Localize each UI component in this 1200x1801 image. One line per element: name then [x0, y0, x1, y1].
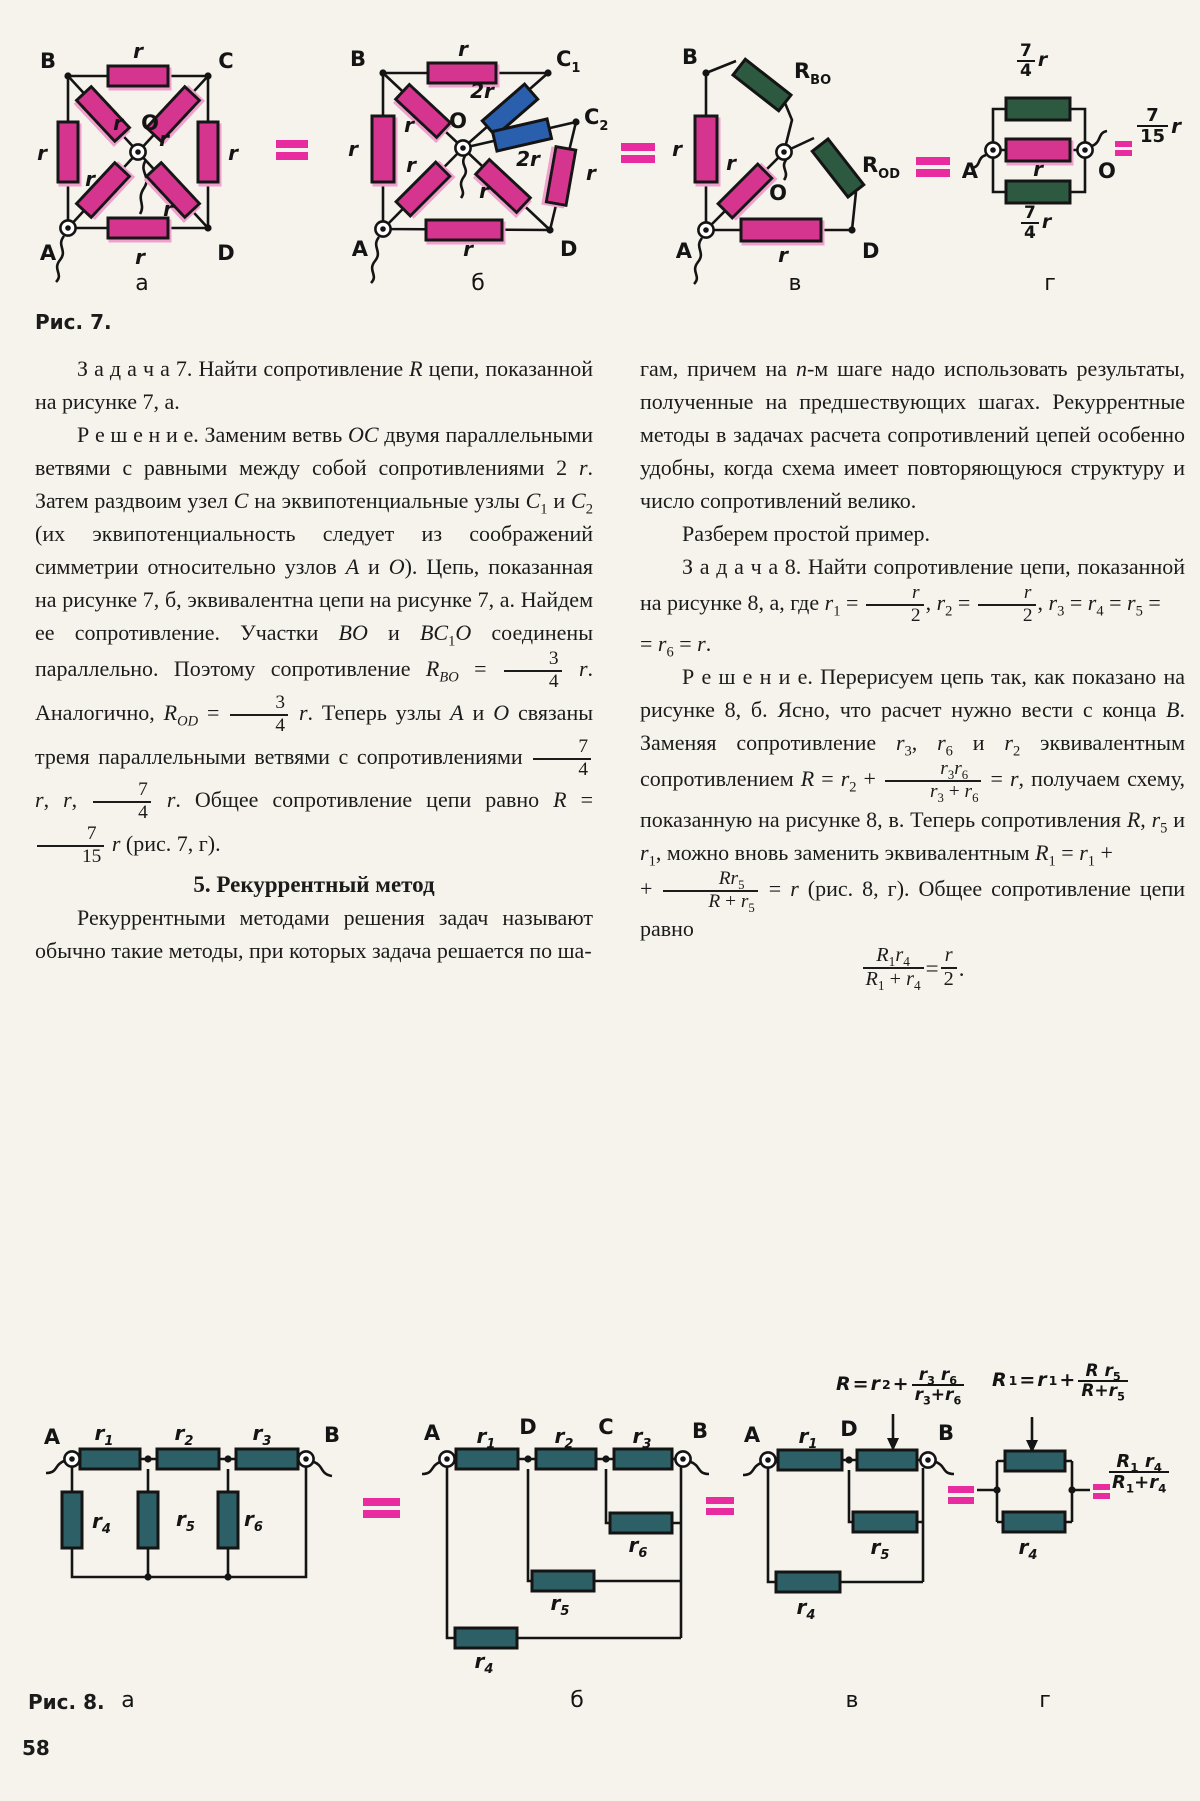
resistor-r3: [614, 1449, 672, 1469]
node-label-B: B: [681, 45, 698, 69]
terminal-O-dot: [1082, 147, 1088, 153]
fig8-panel-v: [743, 1414, 954, 1623]
terminal-A-dot: [444, 1456, 450, 1462]
resistor-74r: [1006, 181, 1070, 203]
label-r: r: [159, 127, 169, 151]
panel-label-v: в: [845, 1688, 859, 1713]
resistor-r: [741, 219, 821, 241]
fig7g-result-value: $\frac{7}{15}$ r: [1136, 106, 1181, 147]
resistor-RBO: [733, 59, 791, 110]
node-C1: [544, 69, 551, 76]
resistor-r: [58, 122, 78, 182]
wire-tail: [56, 236, 64, 282]
equals-sign: [1093, 1493, 1110, 1499]
label-r1: $r_1$: [798, 1424, 818, 1452]
resistor-r2: [157, 1449, 219, 1469]
terminal-A-dot: [990, 147, 996, 153]
display-equation: $\frac{R_1r_4}{R_1 + r_4}$ = $\frac{r}{2}$ .: [640, 945, 1185, 991]
junction: [144, 1573, 151, 1580]
wire-tail: [691, 1462, 709, 1474]
node-C: [602, 1455, 609, 1462]
node-B: [379, 69, 386, 76]
terminal-A-dot: [703, 227, 709, 233]
node-label-B: B: [349, 47, 366, 71]
wire: [72, 1459, 306, 1577]
paragraph-solution8: Р е ш е н и е. Перерисуем цепь так, как показано на рисунке 8, б. Ясно, что расчет нужно вести с конца B. Заменяя сопротивление $r_3$, $r_6$ и $r_2$ эквивалентным сопротивлением $R = r_2$ + $\frac{r_3r_6}{r_3 + r_6}$ = r, получаем схему, показанную на рисунке 8, в. Теперь сопротивления R, $r_5$ и $r_1$, можно вновь заменить эквивалентным $R_1 = r_1$ + + $\frac{Rr_5}{R + r_5}$ = r (рис. 8, г). Общее сопротивление цепи равно: [640, 663, 1185, 942]
resistor-r5: [532, 1571, 594, 1591]
label-r3: $r_3$: [252, 1421, 272, 1449]
node-C: [204, 72, 211, 79]
label-r: r: [113, 111, 123, 135]
terminal-A-dot: [69, 1456, 75, 1462]
node-label-A: A: [675, 239, 692, 263]
wire-tail: [461, 156, 466, 198]
node-label-B: B: [938, 1421, 955, 1445]
node-label-O: O: [769, 181, 787, 205]
resistor-r6: [218, 1492, 238, 1548]
node-label-A: A: [39, 241, 57, 265]
fig7-panel-a: [37, 39, 239, 282]
label-r5: $r_5$: [870, 1535, 890, 1563]
resistor-r1: [80, 1449, 140, 1469]
label-2r: 2r: [470, 79, 494, 103]
label-2r: 2r: [516, 147, 540, 171]
fig8g-result: $\frac{R_1 r_4}{R_1+r_4}$: [1108, 1452, 1170, 1493]
panel-label-b: б: [570, 1688, 584, 1713]
paragraph-recurrent-intro: Рекуррентными методами решения задач называют обычно такие методы, при которых задача решается по ша-: [35, 905, 593, 964]
node-label-B: B: [324, 1423, 341, 1447]
node-D: [546, 226, 553, 233]
resistor-r: [372, 116, 394, 182]
terminal-A-dot: [765, 1457, 771, 1463]
resistor-r: [695, 116, 717, 182]
label-r: r: [135, 245, 145, 269]
right-column: [640, 352, 1185, 994]
label-r2: $r_2$: [174, 1421, 194, 1449]
wire-tail: [422, 1462, 440, 1474]
node-label-C: C: [598, 1415, 614, 1439]
junction: [224, 1573, 231, 1580]
paragraph-recurrent-cont: гам, причем на n-м шаге надо использовать результаты, полученные на предшествующих шагах. Рекуррентные методы в задачах расчета сопротивлений цепей особенно удобны, когда схема имеет повторяющуюся структуру и число сопротивлений велико.: [640, 356, 1185, 513]
fig8g-annotation: R 1 = r 1 + $\frac{R r_5}{R+r_5}$: [992, 1362, 1129, 1401]
node-D: [524, 1455, 531, 1462]
label-r: r: [586, 161, 596, 185]
wire-tail: [743, 1463, 761, 1475]
paragraph-task7: З а д а ч а 7. Найти сопротивление R цепи, показанной на рисунке 7, а.: [35, 356, 593, 414]
resistor-r: [396, 162, 450, 216]
resistor-r3: [236, 1449, 298, 1469]
label-r: r: [778, 243, 788, 267]
resistor-R: [857, 1450, 917, 1470]
terminal-B-dot: [925, 1457, 931, 1463]
resistor-r: [108, 66, 168, 86]
label-r4: $r_4$: [1018, 1535, 1038, 1563]
node-label-A: A: [423, 1421, 441, 1445]
equals-sign: [621, 143, 655, 163]
label-r: r: [228, 141, 238, 165]
label-r: r: [37, 141, 47, 165]
wire-tail: [1092, 131, 1107, 146]
label-r: r: [404, 113, 414, 137]
resistor-74r: [1006, 98, 1070, 120]
node-B: [64, 72, 71, 79]
figure-8: [0, 1360, 1200, 1730]
panel-label-b: б: [471, 271, 485, 296]
fig7g-bottom-value: $\frac{7}{4}$ r: [1020, 204, 1051, 243]
junction: [1068, 1486, 1075, 1493]
page-number: 58: [22, 1736, 50, 1760]
junction: [993, 1486, 1000, 1493]
equals-sign: [916, 157, 950, 177]
label-r4: $r_4$: [92, 1509, 111, 1537]
label-r: r: [348, 137, 358, 161]
terminal-A-dot: [380, 226, 386, 232]
fig7-panel-g: [962, 98, 1132, 203]
paragraph-example: Разберем простой пример.: [682, 521, 930, 546]
node-label-A: A: [961, 159, 978, 183]
node-label-D: D: [862, 239, 880, 263]
fig7-panel-v: [672, 45, 900, 284]
resistor-r6: [610, 1513, 672, 1533]
node-D: [204, 224, 211, 231]
equals-sign: [1115, 150, 1132, 156]
equals-sign: [706, 1497, 734, 1515]
label-r: r: [1033, 157, 1043, 181]
node-label-A: A: [743, 1423, 761, 1447]
panel-label-a: а: [121, 1688, 135, 1713]
label-r: r: [463, 237, 473, 261]
node-label-A: A: [351, 237, 368, 261]
wire-tail: [314, 1462, 332, 1476]
resistor-r1: [778, 1450, 842, 1470]
node-label-C: C: [218, 49, 234, 73]
terminal-B-dot: [680, 1456, 686, 1462]
node-label-D: D: [840, 1417, 858, 1441]
label-r: r: [133, 39, 143, 63]
node-label-B: B: [39, 49, 57, 73]
wire-tail: [784, 160, 786, 180]
label-r: r: [85, 167, 95, 191]
resistor-r: [546, 147, 575, 206]
wire-tail: [694, 238, 702, 284]
figure-8-caption: Рис. 8.: [28, 1690, 105, 1714]
label-r4: $r_4$: [796, 1595, 816, 1623]
node-D: [845, 1456, 852, 1463]
resistor-r4: [776, 1572, 840, 1592]
node-label-C2: $C_2$: [584, 105, 609, 134]
resistor-r: [147, 163, 200, 218]
label-r5: $r_5$: [550, 1591, 570, 1619]
junction: [224, 1455, 231, 1462]
label-r: r: [726, 151, 736, 175]
node-label-O: O: [1098, 159, 1116, 183]
panel-label-a: а: [135, 271, 149, 296]
junction: [144, 1455, 151, 1462]
terminal-O-dot: [781, 149, 787, 155]
fig8-panel-b: [422, 1415, 709, 1677]
label-r: r: [406, 153, 416, 177]
label-r: r: [163, 197, 173, 221]
node-label-D: D: [560, 237, 578, 261]
wire-tail: [936, 1462, 954, 1474]
label-r: r: [479, 179, 489, 203]
label-r2: $r_2$: [554, 1424, 574, 1452]
label-r6: $r_6$: [244, 1507, 263, 1535]
node-label-O: O: [449, 109, 467, 133]
fig7-panel-b: [348, 37, 608, 283]
node-label-A: A: [43, 1425, 61, 1449]
panel-label-g: г: [1039, 1688, 1051, 1713]
left-column: [35, 352, 593, 967]
wire-tail: [140, 160, 147, 214]
resistor-r4: [1003, 1512, 1065, 1532]
figure-7-caption: Рис. 7.: [35, 310, 112, 334]
resistor-r4: [62, 1492, 82, 1548]
label-r6: $r_6$: [628, 1533, 648, 1561]
terminal-O-dot: [460, 145, 466, 151]
wire-tail: [371, 237, 379, 283]
resistor-ROD: [812, 139, 863, 197]
node-label-D: D: [217, 241, 235, 265]
label-r1: $r_1$: [476, 1424, 496, 1452]
node-label-B: B: [692, 1419, 709, 1443]
label-r3: $r_3$: [632, 1424, 652, 1452]
resistor-r4: [455, 1628, 517, 1648]
label-r1: $r_1$: [94, 1421, 114, 1449]
label-r5: $r_5$: [176, 1507, 195, 1535]
fig7g-top-value: $\frac{7}{4}$ r: [1016, 42, 1047, 81]
node-label-O: O: [141, 111, 159, 135]
fig8-panel-a: [44, 1421, 340, 1581]
label-RBO: $R_{BO}$: [794, 59, 832, 88]
equals-sign: [948, 1486, 974, 1504]
node-C2: [572, 118, 579, 125]
section-heading: 5. Рекуррентный метод: [193, 872, 435, 898]
equals-sign: [1115, 141, 1132, 147]
fig8-panel-g: [977, 1417, 1110, 1563]
resistor-r: [198, 122, 218, 182]
node-B: [702, 69, 709, 76]
resistor-r5: [138, 1492, 158, 1548]
terminal-A-dot: [65, 225, 71, 231]
paragraph-solution7: Р е ш е н и е. Заменим ветвь OC двумя параллельными ветвями с равными между собой сопротивлениями 2 r. Затем раздвоим узел C на эквипотенциальные узлы $C_1$ и $C_2$ (их эквипотенциальность следует из соображений симметрии относительно узлов A и O). Цепь, показанная на рисунке 7, б, эквивалентна цепи на рисунке 7, а. Найдем ее сопротивление. Участки BO и $BC_1O$ соединены параллельно. Поэтому сопротивление $R_{BO}$ = $\frac{3}{4}$ r. Аналогично, $R_{OD}$ = $\frac{3}{4}$ r. Теперь узлы A и O связаны тремя параллельными ветвями с сопротивлениями $\frac{7}{4}$ r, r, $\frac{7}{4}$ r. Общее сопротивление цепи равно R = $\frac{7}{15}$ r (рис. 7, г).: [35, 422, 594, 868]
resistor-r1: [456, 1449, 518, 1469]
resistor-R1: [1005, 1451, 1065, 1471]
equals-sign: [276, 140, 308, 160]
resistor-r: [108, 218, 168, 238]
node-D: [848, 226, 855, 233]
resistor-r5: [853, 1512, 917, 1532]
terminal-B-dot: [303, 1456, 309, 1462]
equals-sign: [363, 1498, 400, 1518]
label-r: r: [458, 37, 468, 61]
label-r: r: [672, 137, 682, 161]
label-r4: $r_4$: [474, 1649, 494, 1677]
label-ROD: $R_{OD}$: [862, 153, 901, 182]
paragraph-task8: З а д а ч а 8. Найти сопротивление цепи, показанной на рисунке 8, а, где $r_1$ = $\frac{r}{2}$ , $r_2$ = $\frac{r}{2}$ , $r_3 = r_4 = r_5$ = = $r_6 = r$.: [640, 554, 1185, 661]
node-label-C1: $C_1$: [556, 47, 581, 76]
fig8v-annotation: R = r 2 + $\frac{r_3 r_6}{r_3+r_6}$: [836, 1366, 965, 1405]
wire-tail: [46, 1461, 64, 1473]
panel-label-g: г: [1044, 271, 1056, 296]
node-label-D: D: [519, 1415, 537, 1439]
terminal-O-dot: [135, 149, 141, 155]
resistor-r2: [536, 1449, 596, 1469]
panel-label-v: в: [788, 271, 802, 296]
